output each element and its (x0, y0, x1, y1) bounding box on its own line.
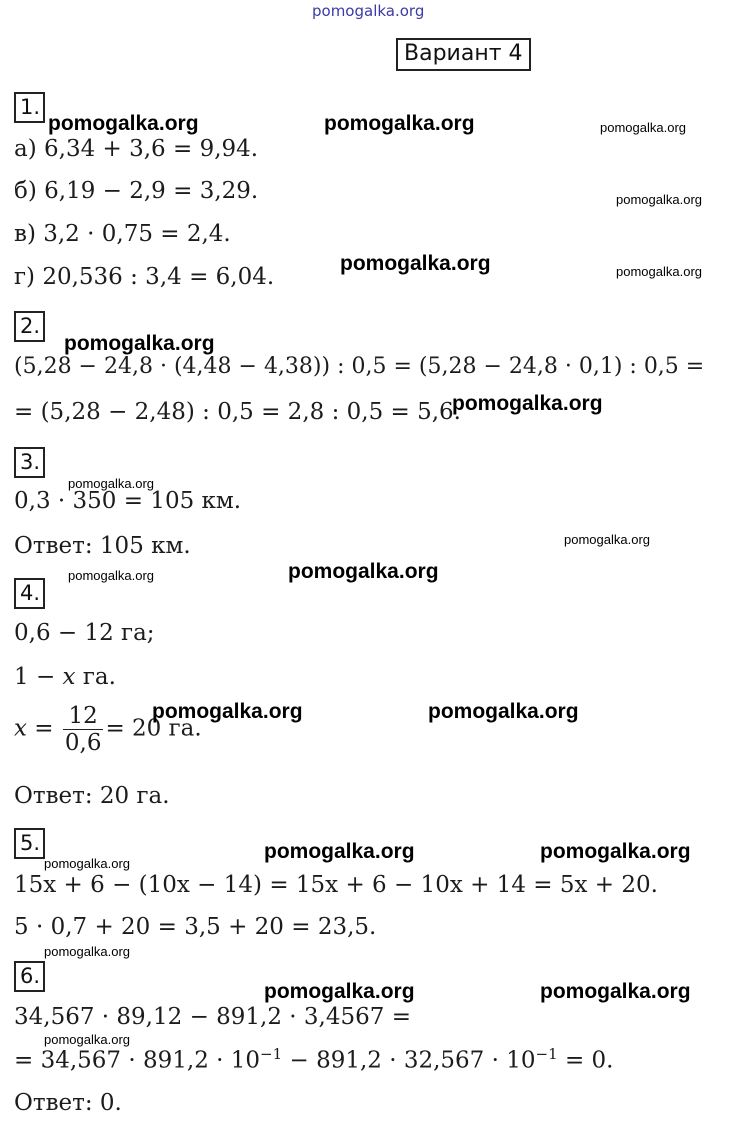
task-6-line-2 (14, 1045, 614, 1074)
task-1-line-a: а) 6,34 + 3,6 = 9,94. (14, 136, 259, 162)
task-6-line-1: 34,567 · 89,12 − 891,2 · 3,4567 = (14, 1004, 411, 1030)
site-watermark-top[interactable]: pomogalka.org (312, 2, 425, 20)
task-5-line-1: 15x + 6 − (10x − 14) = 15x + 6 − 10x + 14 = 5x + 20. (14, 872, 658, 898)
task-4-variable-x: x (62, 664, 76, 690)
watermark: pomogalka.org (48, 112, 199, 135)
task-4-line-2-pre: 1 − (14, 664, 63, 690)
watermark: pomogalka.org (600, 120, 686, 135)
task-1-line-b: б) 6,19 − 2,9 = 3,29. (14, 178, 259, 204)
watermark: pomogalka.org (44, 856, 130, 871)
watermark: pomogalka.org (264, 980, 415, 1003)
task-3-line-1: 0,3 · 350 = 105 км. (14, 488, 242, 514)
watermark: pomogalka.org (564, 532, 650, 547)
watermark: pomogalka.org (44, 1032, 130, 1047)
watermark: pomogalka.org (428, 700, 579, 723)
watermark: pomogalka.org (68, 568, 154, 583)
task-2-line-1: (5,28 − 24,8 · (4,48 − 4,38)) : 0,5 = (5,28 − 24,8 · 0,1) : 0,5 = (14, 354, 705, 379)
watermark: pomogalka.org (44, 944, 130, 959)
task-1-number: 1. (14, 92, 45, 123)
watermark: pomogalka.org (324, 112, 475, 135)
task-5-line-2: 5 · 0,7 + 20 = 3,5 + 20 = 23,5. (14, 914, 377, 940)
task-6-line-2-c: = 0. (557, 1047, 614, 1074)
task-6-exponent-2: −1 (535, 1045, 558, 1063)
task-2-number: 2. (14, 311, 45, 342)
task-4-answer: Ответ: 20 га. (14, 783, 170, 809)
task-4-eq-result: = 20 га. (105, 715, 202, 742)
watermark: pomogalka.org (340, 252, 491, 275)
task-4-line-1: 0,6 − 12 га; (14, 620, 155, 646)
watermark: pomogalka.org (64, 332, 215, 355)
watermark: pomogalka.org (152, 700, 303, 723)
task-4-eq-variable: x (14, 715, 27, 742)
watermark: pomogalka.org (540, 980, 691, 1003)
variant-title: Вариант 4 (396, 38, 531, 71)
task-1-line-v: в) 3,2 · 0,75 = 2,4. (14, 221, 231, 247)
watermark: pomogalka.org (616, 192, 702, 207)
task-6-answer: Ответ: 0. (14, 1090, 122, 1116)
watermark: pomogalka.org (616, 264, 702, 279)
task-3-number: 3. (14, 447, 45, 478)
task-4-eq-sign: = (26, 715, 61, 742)
watermark: pomogalka.org (452, 392, 603, 415)
fraction-denominator: 0,6 (64, 730, 102, 756)
task-2-line-2: = (5,28 − 2,48) : 0,5 = 2,8 : 0,5 = 5,6. (14, 399, 461, 425)
task-4-line-2-post: га. (75, 664, 116, 690)
task-3-answer: Ответ: 105 км. (14, 533, 191, 559)
task-6-exponent-1: −1 (260, 1045, 283, 1063)
task-5-number: 5. (14, 828, 45, 859)
task-4-line-2 (14, 664, 116, 690)
task-1-line-g: г) 20,536 : 3,4 = 6,04. (14, 264, 275, 290)
task-4-number: 4. (14, 578, 45, 609)
fraction-numerator: 12 (68, 703, 98, 729)
task-4-fraction (63, 703, 104, 756)
watermark: pomogalka.org (68, 476, 154, 491)
watermark: pomogalka.org (264, 840, 415, 863)
watermark: pomogalka.org (540, 840, 691, 863)
task-6-line-2-b: − 891,2 · 32,567 · 10 (282, 1047, 536, 1074)
watermark: pomogalka.org (288, 560, 439, 583)
task-6-number: 6. (14, 961, 45, 992)
task-6-line-2-a: = 34,567 · 891,2 · 10 (14, 1047, 261, 1074)
